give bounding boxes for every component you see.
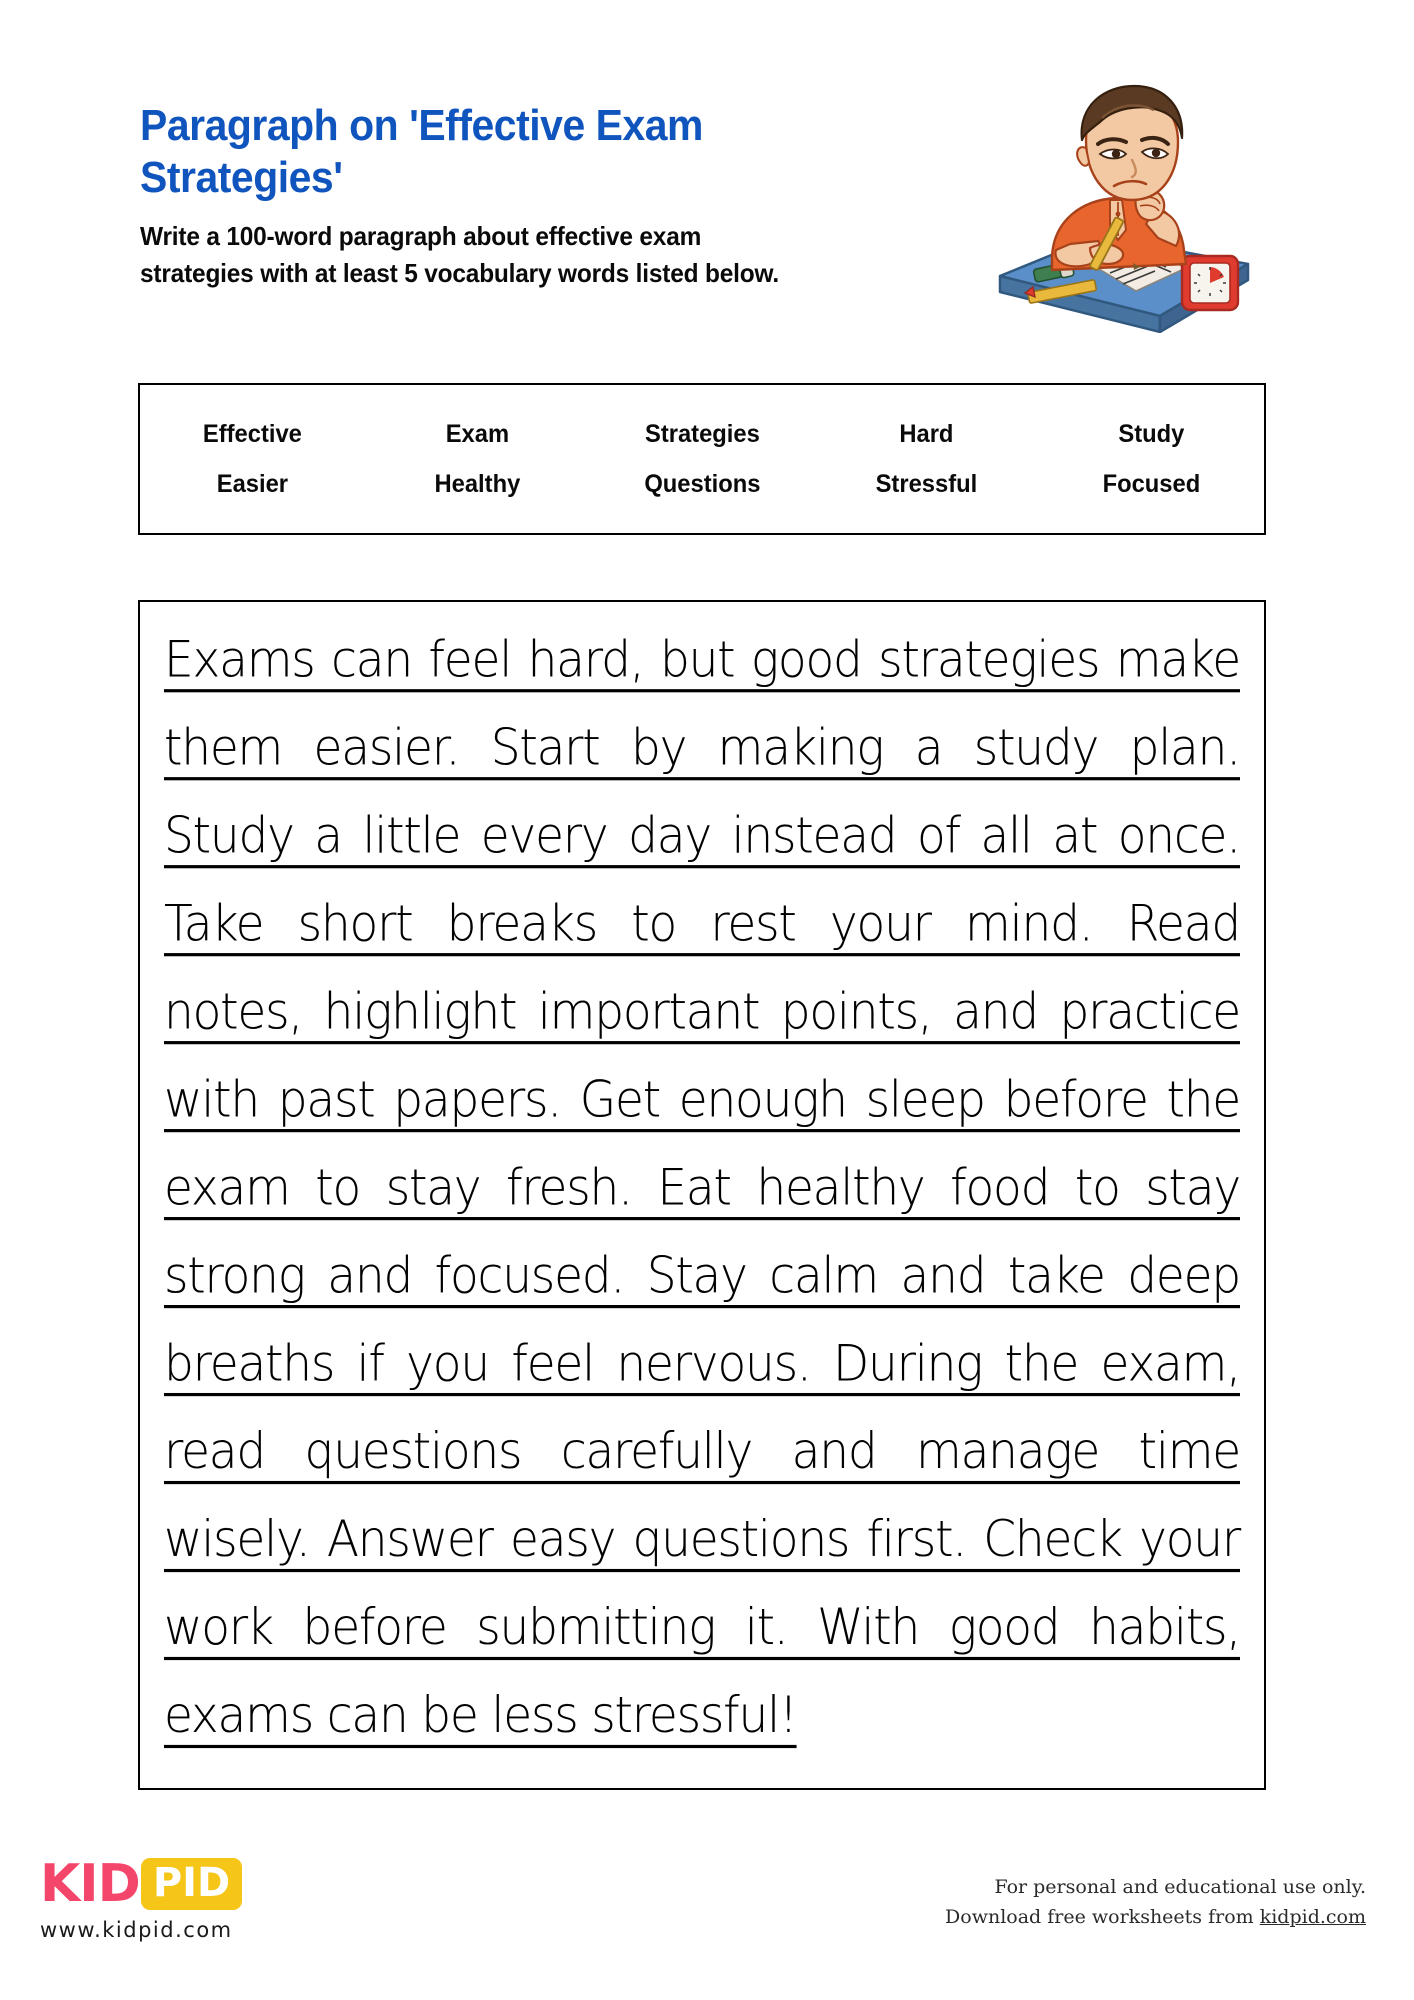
logo-kid-text: KID <box>40 1854 140 1914</box>
vocabulary-word: Easier <box>216 469 289 498</box>
vocabulary-row <box>140 459 1264 509</box>
footer-note-line2 <box>945 1903 1366 1932</box>
footer-note-prefix: Download free worksheets from <box>945 1905 1260 1928</box>
vocabulary-word: Stressful <box>875 469 978 498</box>
kidpid-logo <box>40 1856 300 1942</box>
page-title: Paragraph on 'Effective Exam Strategies' <box>140 101 703 202</box>
answer-box[interactable] <box>138 600 1266 1790</box>
footer-usage-note <box>945 1873 1366 1932</box>
vocabulary-word-bank <box>138 383 1266 535</box>
title-block <box>140 100 840 292</box>
vocabulary-word: Focused <box>1102 469 1201 498</box>
instructions-text: Write a 100-word paragraph about effective exam strategies with at least 5 vocabulary words listed below. <box>140 220 779 288</box>
vocabulary-word: Healthy <box>434 469 521 498</box>
vocabulary-word: Study <box>1118 419 1185 448</box>
vocabulary-word: Effective <box>202 419 302 448</box>
boy-head-graphic <box>1077 86 1182 200</box>
boy-studying-illustration <box>990 78 1260 333</box>
vocabulary-word: Questions <box>643 469 761 498</box>
logo-pid-text: PID <box>141 1858 242 1910</box>
worksheet-header <box>140 100 1270 330</box>
footer-note-line1: For personal and educational use only. <box>994 1876 1366 1899</box>
vocabulary-word: Strategies <box>644 419 760 448</box>
logo-url-text: www.kidpid.com <box>40 1918 233 1942</box>
vocabulary-row <box>140 409 1264 459</box>
vocabulary-word: Hard <box>899 419 954 448</box>
clock-graphic <box>1182 256 1238 310</box>
kidpid-link[interactable]: kidpid.com <box>1259 1905 1366 1928</box>
answer-paragraph-text: Exams can feel hard, but good strategies make them easier. Start by making a study plan. Study a little every day instead of all at once. Take short breaks to rest your mind. Read notes, highlight important points, and practice with past papers. Get enough sleep before the exam to stay fresh. Eat healthy food to stay strong and focused. Stay calm and take deep breaths if you feel nervous. During the exam, read questions carefully and manage time wisely. Answer easy questions first. Check your work before submitting it. With good habits, exams can be less stressful! <box>164 630 1240 1745</box>
vocabulary-word: Exam <box>445 419 509 448</box>
logo-mark <box>40 1856 300 1912</box>
worksheet-footer <box>0 1800 1414 2000</box>
